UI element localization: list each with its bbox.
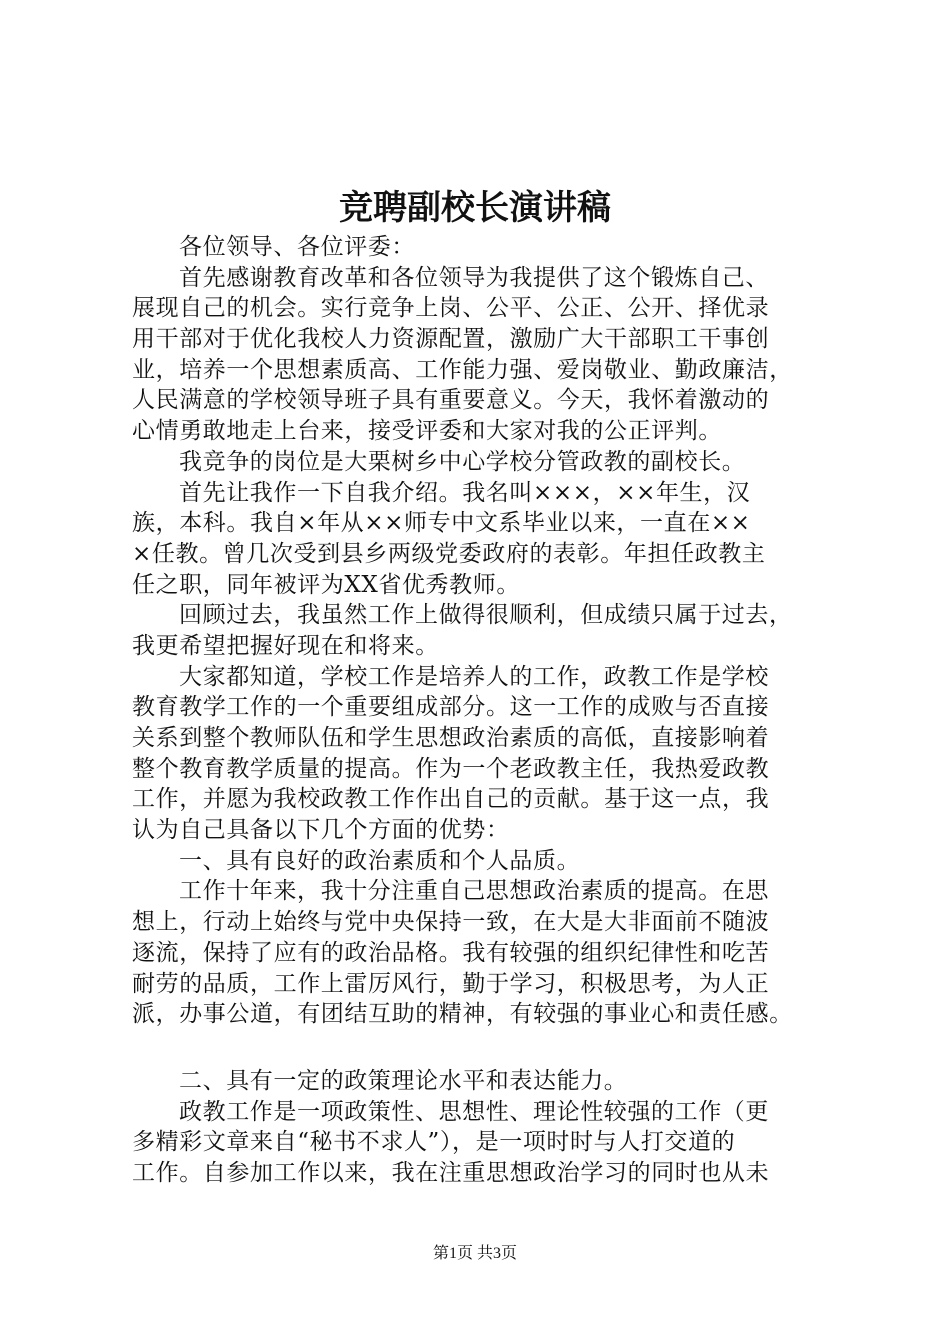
text-line: 派，办事公道，有团结互助的精神，有较强的事业心和责任感。 xyxy=(132,1001,793,1028)
text-line: 回顾过去，我虽然工作上做得很顺利，但成绩只属于过去， xyxy=(179,602,793,629)
text-line: 心情勇敢地走上台来，接受评委和大家对我的公正评判。 xyxy=(132,418,722,445)
page-footer: 第1页 共3页 xyxy=(432,1245,517,1262)
text-line: 任之职，同年被评为XX省优秀教师。 xyxy=(132,571,520,598)
section-heading: 二、具有一定的政策理论水平和表达能力。 xyxy=(179,1067,628,1094)
text-line: 人民满意的学校领导班子具有重要意义。今天，我怀着激动的 xyxy=(132,387,770,414)
text-line: 用干部对于优化我校人力资源配置，激励广大干部职工干事创 xyxy=(132,326,770,353)
text-line: 工作。自参加工作以来，我在注重思想政治学习的同时也从未 xyxy=(132,1159,770,1186)
text-line: 想上，行动上始终与党中央保持一致，在大是大非面前不随波 xyxy=(132,909,770,936)
text-line: 工作十年来，我十分注重自己思想政治素质的提高。在思 xyxy=(179,878,769,905)
text-line: 首先让我作一下自我介绍。我名叫×××，××年生，汉 xyxy=(179,479,751,506)
document-body xyxy=(132,232,832,1189)
text-line: 大家都知道，学校工作是培养人的工作，政教工作是学校 xyxy=(179,663,769,690)
text-line: 我更希望把握好现在和将来。 xyxy=(132,632,439,659)
text-line: 业，培养一个思想素质高、工作能力强、爱岗敬业、勤政廉洁， xyxy=(132,356,793,383)
text-line: 工作，并愿为我校政教工作作出自己的贡献。基于这一点，我 xyxy=(132,786,770,813)
text-line: 整个教育教学质量的提高。作为一个老政教主任，我热爱政教 xyxy=(132,755,770,782)
text-line: 逐流，保持了应有的政治品格。我有较强的组织纪律性和吃苦 xyxy=(132,939,770,966)
text-line: 认为自己具备以下几个方面的优势： xyxy=(132,817,510,844)
text-line: 教育教学工作的一个重要组成部分。这一工作的成败与否直接 xyxy=(132,694,770,721)
section-heading: 一、具有良好的政治素质和个人品质。 xyxy=(179,847,581,874)
text-line: 展现自己的机会。实行竞争上岗、公平、公正、公开、择优录 xyxy=(132,295,770,322)
page-title: 竞聘副校长演讲稿 xyxy=(339,188,611,228)
text-line: 关系到整个教师队伍和学生思想政治素质的高低，直接影响着 xyxy=(132,725,770,751)
text-line: 政教工作是一项政策性、思想性、理论性较强的工作（更 xyxy=(179,1098,769,1125)
text-line: 首先感谢教育改革和各位领导为我提供了这个锻炼自己、 xyxy=(179,264,769,291)
text-line: ×任教。曾几次受到县乡两级党委政府的表彰。年担任政教主 xyxy=(132,540,766,567)
text-line: 耐劳的品质，工作上雷厉风行，勤于学习，积极思考，为人正 xyxy=(132,970,770,997)
salutation: 各位领导、各位评委： xyxy=(179,234,415,260)
text-line: 我竞争的岗位是大栗树乡中心学校分管政教的副校长。 xyxy=(179,448,746,475)
paragraph-gap xyxy=(132,1030,832,1066)
text-line: 族，本科。我自×年从××师专中文系毕业以来，一直在×× xyxy=(132,510,751,537)
text-line: 多精彩文章来自“秘书不求人”），是一项时时与人打交道的 xyxy=(132,1129,736,1156)
